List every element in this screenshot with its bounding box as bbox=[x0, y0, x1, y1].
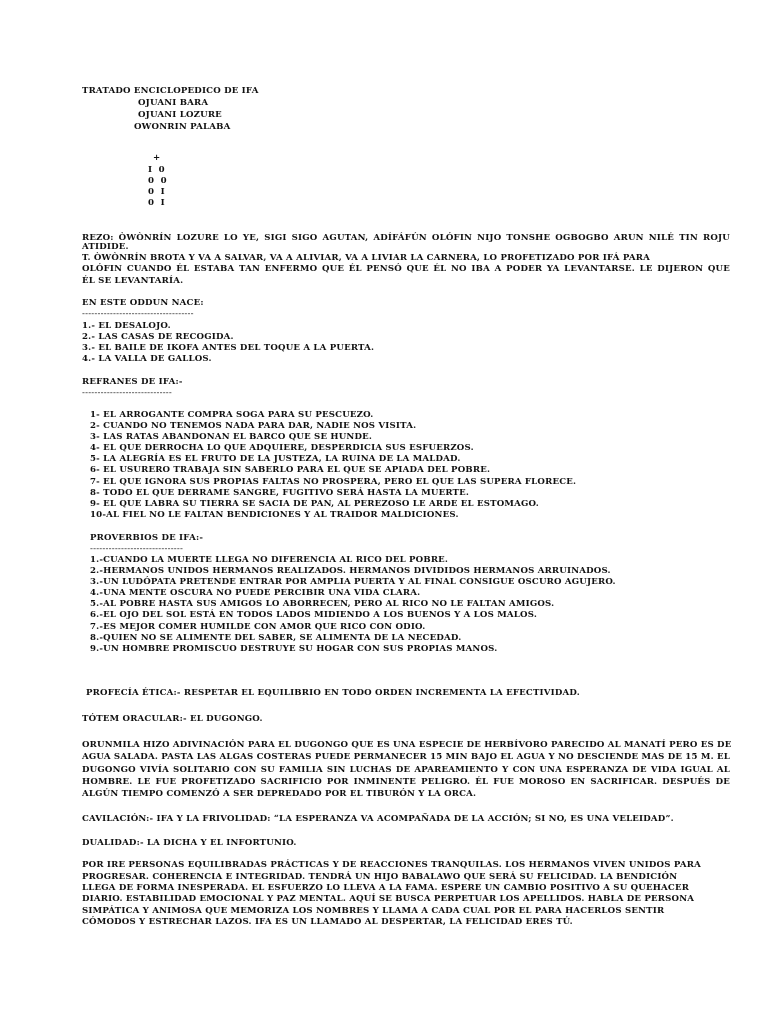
odu-sign-row: 0 0 bbox=[148, 176, 167, 186]
refranes-heading: REFRANES DE IFA:- bbox=[82, 377, 183, 387]
odu-name-1: OJUANI BARA bbox=[138, 98, 209, 108]
document-title: TRATADO ENCICLOPEDICO DE IFA bbox=[82, 86, 259, 96]
refran-item: 2- CUANDO NO TENEMOS NADA PARA DAR, NADIE NOS VISITA. bbox=[90, 421, 417, 431]
proverbios-rule: ------------------------------ bbox=[90, 544, 184, 554]
proverbio-item: 1.-CUANDO LA MUERTE LLEGA NO DIFERENCIA AL RICO DEL POBRE. bbox=[90, 555, 449, 565]
cavilacion: CAVILACIÓN:- IFA Y LA FRIVOLIDAD: “LA ESPERANZA VA ACOMPAÑADA DE LA ACCIÓN; SI NO, ES UNA VELEIDAD”. bbox=[82, 814, 674, 824]
refran-item: 8- TODO EL QUE DERRAME SANGRE, FUGITIVO SERÁ HASTA LA MUERTE. bbox=[90, 488, 470, 498]
refran-item: 4- EL QUE DERROCHA LO QUE ADQUIERE, DESPERDICIA SUS ESFUERZOS. bbox=[90, 443, 474, 453]
nace-item: 3.- EL BAILE DE IKOFA ANTES DEL TOQUE A LA PUERTA. bbox=[82, 343, 375, 353]
nace-item: 2.- LAS CASAS DE RECOGIDA. bbox=[82, 332, 234, 342]
dualidad: DUALIDAD:- LA DICHA Y EL INFORTUNIO. bbox=[82, 838, 297, 848]
rezo-line: ÉL SE LEVANTARÍA. bbox=[82, 276, 184, 286]
ire-line: SIMPÁTICA Y ANIMOSA QUE MEMORIZA LOS NOMBRES Y LLAMA A CADA CUAL POR EL PARA HACERLOS SENTIR bbox=[82, 906, 665, 916]
orunmila-line: ALGÚN TIEMPO COMENZÓ A SER DEPREDADO POR EL TIBURÓN Y LA ORCA. bbox=[82, 789, 477, 799]
proverbio-item: 6.-EL OJO DEL SOL ESTÁ EN TODOS LADOS MIDIENDO A LOS BUENOS Y A LOS MALOS. bbox=[90, 610, 538, 620]
proverbio-item: 3.-UN LUDÓPATA PRETENDE ENTRAR POR AMPLIA PUERTA Y AL FINAL CONSIGUE OSCURO AGUJERO. bbox=[90, 577, 616, 587]
odu-name-3: OWONRIN PALABA bbox=[134, 122, 231, 132]
proverbio-item: 9.-UN HOMBRE PROMISCUO DESTRUYE SU HOGAR CON SUS PROPIAS MANOS. bbox=[90, 644, 498, 654]
nace-item: 1.- EL DESALOJO. bbox=[82, 321, 171, 331]
nace-heading: EN ESTE ODDUN NACE: bbox=[82, 298, 204, 308]
orunmila-line: HOMBRE. LE FUE PROFETIZADO SACRIFICIO POR INMINENTE PELIGRO. ÉL FUE MOROSO EN SACRIFICAR. DESPUÉS DE bbox=[82, 777, 730, 787]
rezo-line: REZO: ÒWÒNRÍN LOZURE LO YE, SIGI SIGO AGUTAN, ADÍFÁFÚN OLÓFIN NIJO TONSHE OGBOGBO ARUN NILÉ TIN ROJU bbox=[82, 233, 730, 243]
ire-line: CÓMODOS Y ESTRECHAR LAZOS. IFA ES UN LLAMADO AL DESPERTAR, LA FELICIDAD ERES TÚ. bbox=[82, 917, 573, 927]
ire-line: POR IRE PERSONAS EQUILIBRADAS PRÁCTICAS Y DE REACCIONES TRANQUILAS. LOS HERMANOS VIVEN UNIDOS PARA bbox=[82, 860, 701, 870]
refran-item: 5- LA ALEGRÍA ES EL FRUTO DE LA JUSTEZA, LA RUINA DE LA MALDAD. bbox=[90, 454, 461, 464]
proverbio-item: 2.-HERMANOS UNIDOS HERMANOS REALIZADOS. HERMANOS DIVIDIDOS HERMANOS ARRUINADOS. bbox=[90, 566, 611, 576]
rezo-line: ATIDIDE. bbox=[82, 242, 129, 252]
profecia-etica: PROFECÍA ÉTICA:- RESPETAR EL EQUILIBRIO EN TODO ORDEN INCREMENTA LA EFECTIVIDAD. bbox=[86, 688, 580, 698]
ire-line: DIARIO. ESTABILIDAD EMOCIONAL Y PAZ MENTAL. AQUÍ SE BUSCA PERPETUAR LOS APELLIDOS. HABLA DE PERSONA bbox=[82, 894, 695, 904]
orunmila-line: ORUNMILA HIZO ADIVINACIÓN PARA EL DUGONGO QUE ES UNA ESPECIE DE HERBÍVORO PARECIDO AL MANATÍ PERO ES DE bbox=[82, 740, 732, 750]
refranes-rule: ----------------------------- bbox=[82, 388, 173, 398]
odu-sign-row: 0 I bbox=[148, 198, 165, 208]
proverbio-item: 5.-AL POBRE HASTA SUS AMIGOS LO ABORRECEN, PERO AL RICO NO LE FALTAN AMIGOS. bbox=[90, 599, 555, 609]
nace-item: 4.- LA VALLA DE GALLOS. bbox=[82, 354, 212, 364]
refran-item: 9- EL QUE LABRA SU TIERRA SE SACIA DE PAN, AL PEREZOSO LE ARDE EL ESTOMAGO. bbox=[90, 499, 539, 509]
odu-sign-row: I 0 bbox=[148, 165, 165, 175]
odu-name-2: OJUANI LOZURE bbox=[138, 110, 222, 120]
refran-item: 7- EL QUE IGNORA SUS PROPIAS FALTAS NO PROSPERA, PERO EL QUE LAS SUPERA FLORECE. bbox=[90, 477, 577, 487]
refran-item: 6- EL USURERO TRABAJA SIN SABERLO PARA EL QUE SE APIADA DEL POBRE. bbox=[90, 465, 491, 475]
orunmila-line: DUGONGO VIVÍA SOLITARIO CON SU FAMILIA SIN LUCHAS DE APAREAMIENTO Y CON UNA ESPERANZA DE VIDA IGUAL AL bbox=[82, 765, 730, 775]
ire-line: PROGRESAR. COHERENCIA E INTEGRIDAD. TENDRÁ UN HIJO BABALAWO QUE SERÁ SU FELICIDAD. LA BENDICIÓN bbox=[82, 872, 678, 882]
refran-item: 3- LAS RATAS ABANDONAN EL BARCO QUE SE HUNDE. bbox=[90, 432, 373, 442]
odu-sign-plus: + bbox=[153, 153, 161, 163]
rezo-line: T. ÒWÒNRÍN BROTA Y VA A SALVAR, VA A ALIVIAR, VA A LIVIAR LA CARNERA, LO PROFETIZADO POR IFÁ PARA bbox=[82, 253, 650, 263]
ire-line: LLEGA DE FORMA INESPERADA. EL ESFUERZO LO LLEVA A LA FAMA. ESPERE UN CAMBIO POSITIVO A SU QUEHACER bbox=[82, 883, 690, 893]
nace-rule: ------------------------------------ bbox=[82, 309, 194, 319]
proverbio-item: 7.-ES MEJOR COMER HUMILDE CON AMOR QUE RICO CON ODIO. bbox=[90, 622, 426, 632]
proverbios-heading: PROVERBIOS DE IFA:- bbox=[90, 533, 204, 543]
refran-item: 10-AL FIEL NO LE FALTAN BENDICIONES Y AL TRAIDOR MALDICIONES. bbox=[90, 510, 459, 520]
proverbio-item: 8.-QUIEN NO SE ALIMENTE DEL SABER, SE ALIMENTA DE LA NECEDAD. bbox=[90, 633, 462, 643]
proverbio-item: 4.-UNA MENTE OSCURA NO PUEDE PERCIBIR UNA VIDA CLARA. bbox=[90, 588, 421, 598]
rezo-line: OLÓFIN CUANDO ÉL ESTABA TAN ENFERMO QUE ÉL PENSÓ QUE ÉL NO IBA A PODER YA LEVANTARSE. LE DIJERON QUE bbox=[82, 264, 730, 274]
refran-item: 1- EL ARROGANTE COMPRA SOGA PARA SU PESCUEZO. bbox=[90, 410, 374, 420]
odu-sign-row: 0 I bbox=[148, 187, 165, 197]
orunmila-line: AGUA SALADA. PASTA LAS ALGAS COSTERAS PUEDE PERMANECER 15 MIN BAJO EL AGUA Y NO DESCIENDE MAS DE 15 M. EL bbox=[82, 752, 730, 762]
totem-oracular: TÓTEM ORACULAR:- EL DUGONGO. bbox=[82, 714, 263, 724]
